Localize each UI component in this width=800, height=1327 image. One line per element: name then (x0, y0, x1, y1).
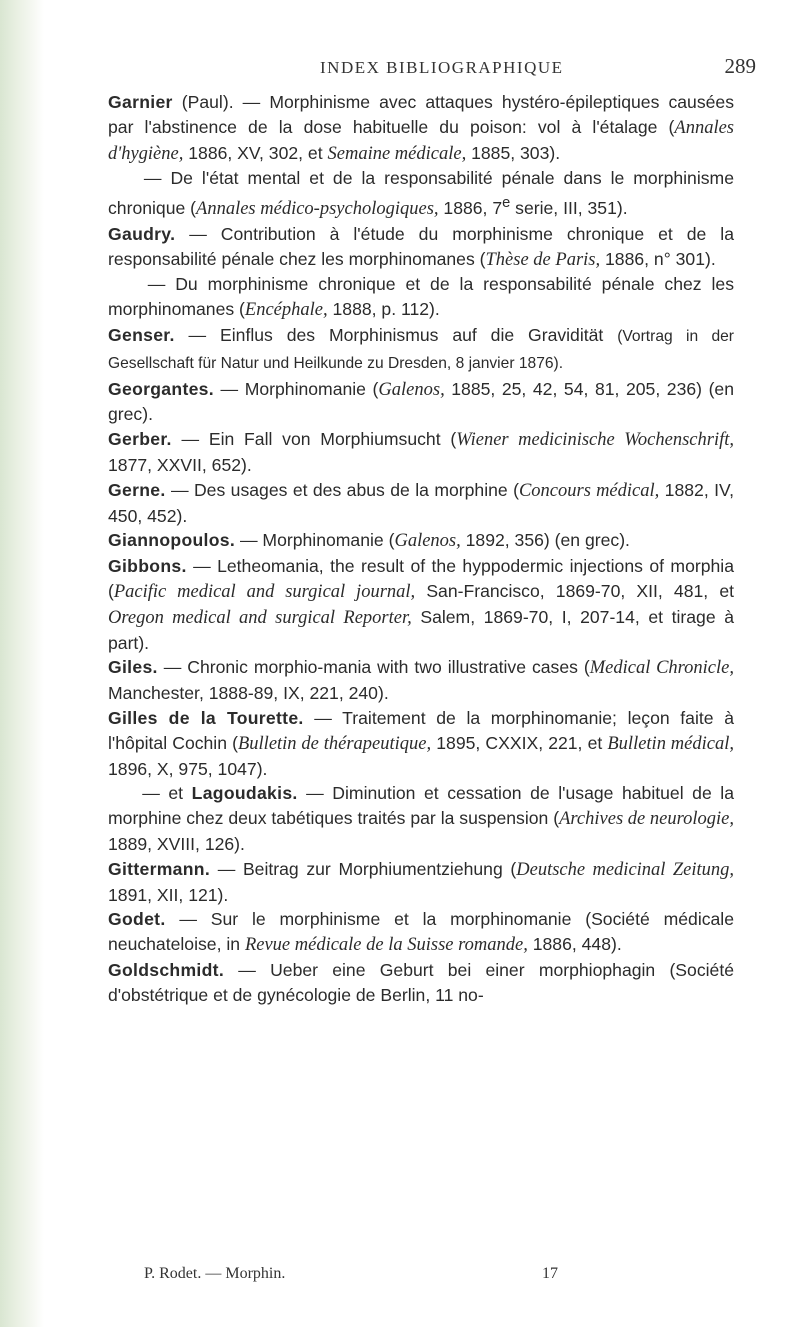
entry-text: — Ein Fall von Morphiumsucht ( (171, 429, 457, 450)
running-header (44, 52, 800, 82)
entry-text: 1886, XV, 302, et (183, 142, 328, 163)
entry-author: Gittermann. (108, 858, 211, 879)
journal-title: Deutsche medicinal Zeitung, (516, 859, 734, 880)
entry-author: Gerne. (108, 479, 166, 500)
bib-entry (108, 377, 734, 428)
entry-text: — Beitrag zur Morphiumentziehung ( (210, 858, 517, 879)
journal-title: Concours médical, (518, 480, 660, 501)
entry-text: — Contribution à l'étude du morphinisme chronique et de la responsabilité pénale chez les morphinomanes ( (108, 223, 734, 269)
bib-entry (108, 166, 734, 221)
bibliography-list (108, 90, 734, 1008)
entry-text: 1886, 7 (438, 198, 503, 219)
journal-title: Annales d'hygiène, (108, 117, 734, 164)
entry-text: 1885, 25, 42, 54, 81, 205, 236) (en grec). (108, 378, 734, 425)
entry-text: San-Francisco, 1869-70, XII, 481, et (415, 581, 734, 601)
page-number: 289 (724, 54, 756, 78)
journal-title: Pacific medical and surgical journal, (113, 582, 416, 602)
entry-text: 1896, X, 975, 1047). (108, 758, 268, 779)
entry-text: — Sur le morphinisme et la morphinomanie (Société médicale neuchateloise, in (108, 909, 734, 955)
entry-text: 1888, p. 112). (327, 299, 440, 320)
entry-author: Lagoudakis. (191, 783, 298, 804)
journal-title: Thèse de Paris, (485, 249, 601, 270)
entry-text: 1895, CXXIX, 221, et (431, 732, 608, 753)
journal-title: Revue médicale de la Suisse romande, (244, 935, 528, 956)
bib-entry (108, 478, 734, 529)
entry-text: — Morphinomanie ( (213, 378, 379, 399)
entry-text: — Du morphinisme chronique et de la responsabilité pénale chez les morphinomanes ( (108, 274, 734, 320)
entry-note: (Vortrag in der Gesellschaft für Natur und Heilkunde zu Dresden, 8 janvier 1876). (108, 328, 734, 372)
entry-text: 1882, IV, 450, 452). (108, 479, 735, 526)
bib-entry (108, 781, 734, 856)
bib-entry (108, 528, 734, 554)
entry-author: Genser. (108, 325, 175, 346)
header-title: INDEX BIBLIOGRAPHIQUE (320, 58, 564, 77)
entry-author: Goldschmidt. (108, 959, 225, 980)
entry-text: — et (142, 783, 192, 804)
bib-entry (108, 427, 734, 478)
entry-text: — Diminution et cessation de l'usage habituel de la morphine chez deux tabétiques traités par la suspension ( (108, 783, 734, 829)
bib-entry (108, 323, 734, 377)
journal-title: Wiener medicinische Wochenschrift, (456, 430, 734, 451)
sheet-number: 17 (542, 1265, 558, 1282)
entry-text: 1889, XVIII, 126). (108, 833, 245, 854)
journal-title: Medical Chronicle, (589, 658, 734, 679)
entry-author: Georgantes. (108, 378, 214, 399)
journal-title: Galenos, (378, 379, 445, 400)
entry-text: 1891, XII, 121). (108, 884, 229, 905)
entry-text: — Morphinomanie ( (235, 530, 395, 551)
entry-author: Garnier (108, 92, 173, 112)
entry-text: 1885, 303). (466, 142, 561, 163)
journal-title: Encéphale, (244, 300, 328, 321)
bib-entry (108, 958, 734, 1008)
entry-text: — Einflus des Morphinismus auf die Gravidität (174, 325, 618, 346)
bib-entry (108, 706, 734, 781)
entry-author: Gaudry. (108, 223, 176, 244)
journal-title: Oregon medical and surgical Reporter, (108, 607, 412, 628)
entry-text: — Traitement de la morphinomanie; leçon faite à l'hôpital Cochin ( (108, 707, 734, 753)
bib-entry (108, 857, 734, 908)
entry-text: — Des usages et des abus de la morphine ( (165, 479, 519, 500)
entry-text: 1886, 448). (527, 934, 622, 955)
entry-author: Godet. (108, 909, 166, 930)
entry-author: Gibbons. (108, 556, 187, 577)
journal-title: Galenos, (394, 531, 461, 552)
journal-title: Semaine médicale, (327, 143, 467, 164)
entry-author: Gerber. (108, 429, 172, 450)
book-spine-shadow (0, 0, 44, 1327)
bib-entry (108, 554, 734, 655)
bib-entry (108, 222, 734, 273)
entry-text: — Chronic morphio-mania with two illustrative cases ( (157, 657, 590, 678)
journal-title: Annales médico-psychologiques, (196, 199, 439, 220)
entry-text: — Morphinisme avec attaques hystéro-épileptiques causées par l'abstinence de la dose habituelle du poison: vol à l'étalage ( (108, 92, 734, 137)
journal-title: Archives de neurologie, (559, 809, 735, 830)
entry-text: 1886, n° 301). (600, 248, 716, 269)
journal-title: Bulletin médical, (607, 733, 734, 754)
bib-entry (108, 272, 734, 323)
entry-text: 1877, XXVII, 652). (108, 455, 252, 476)
entry-text: — De l'état mental et de la responsabilité pénale dans le morphinisme chronique ( (108, 168, 734, 219)
bib-entry (108, 907, 734, 958)
entry-text: — Letheomania, the result of the hyppodermic injections of morphia ( (108, 556, 734, 601)
superscript: e (502, 195, 511, 212)
entry-text: Manchester, 1888-89, IX, 221, 240). (108, 683, 389, 704)
entry-author: Gilles de la Tourette. (108, 707, 304, 728)
entry-author: Giannopoulos. (108, 530, 236, 551)
bib-entry (108, 655, 734, 706)
bib-entry (108, 90, 734, 166)
entry-text: serie, III, 351). (510, 198, 628, 219)
book-page (44, 0, 800, 1327)
entry-text: Salem, 1869-70, I, 207-14, et tirage à part). (108, 606, 734, 653)
entry-author-qualifier: (Paul). (181, 92, 234, 112)
printer-signature: P. Rodet. — Morphin. (144, 1265, 286, 1282)
journal-title: Bulletin de thérapeutique, (237, 733, 432, 754)
entry-author: Giles. (108, 657, 158, 678)
entry-text: — Ueber eine Geburt bei einer morphiophagin (Société d'obstétrique et de gynécologie de Berlin, 11 no- (108, 959, 734, 1005)
entry-text: 1892, 356) (en grec). (460, 530, 630, 551)
